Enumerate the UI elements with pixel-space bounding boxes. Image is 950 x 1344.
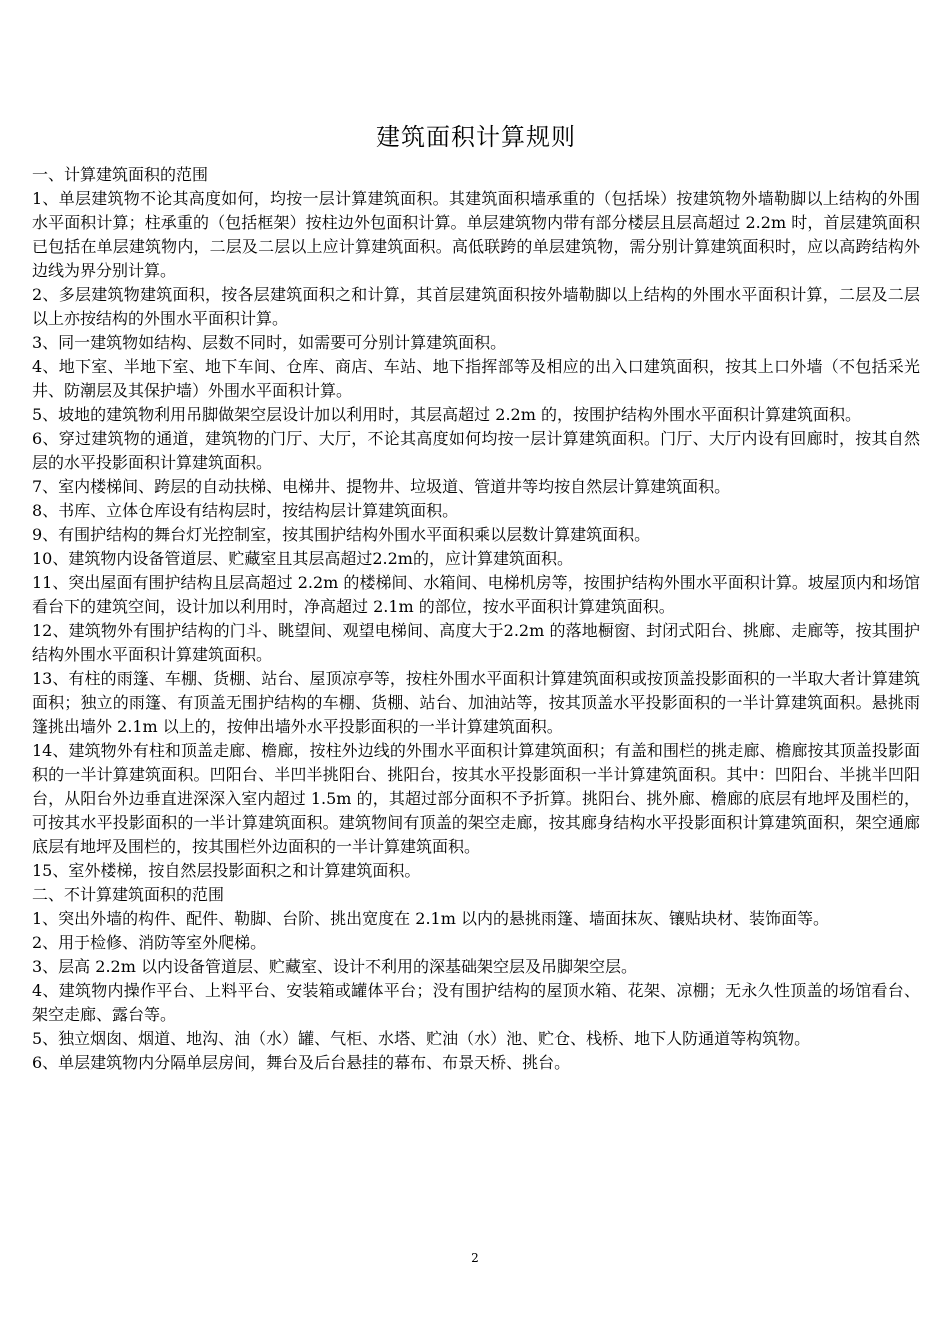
document-page [32, 0, 920, 1075]
paragraph: 1、突出外墙的构件、配件、勒脚、台阶、挑出宽度在 2.1m 以内的悬挑雨篷、墙面抹灰、镶贴块材、装饰面等。 [32, 909, 829, 928]
paragraph: 13、有柱的雨篷、车棚、货棚、站台、屋顶凉亭等，按柱外围水平面积计算建筑面积或按顶盖投影面积的一半取大者计算建筑面积；独立的雨篷、有顶盖无围护结构的车棚、货棚、站台、加油站等，按其顶盖水平投影面积的一半计算建筑面积。悬挑雨篷挑出墙外 2.1m 以上的，按伸出墙外水平投影面积的一半计算建筑面积。 [32, 669, 920, 736]
paragraph: 6、穿过建筑物的通道，建筑物的门厅、大厅，不论其高度如何均按一层计算建筑面积。门厅、大厅内设有回廊时，按其自然层的水平投影面积计算建筑面积。 [32, 429, 920, 472]
section-heading-2: 二、不计算建筑面积的范围 [32, 885, 225, 904]
paragraph: 2、用于检修、消防等室外爬梯。 [32, 933, 267, 952]
document-title: 建筑面积计算规则 [376, 123, 576, 151]
paragraph: 6、单层建筑物内分隔单层房间，舞台及后台悬挂的幕布、布景天桥、挑台。 [32, 1053, 571, 1072]
paragraph: 10、建筑物内设备管道层、贮藏室且其层高超过2.2m的，应计算建筑面积。 [32, 549, 573, 568]
paragraph: 1、单层建筑物不论其高度如何，均按一层计算建筑面积。其建筑面积墙承重的（包括垛）按建筑物外墙勒脚以上结构的外围水平面积计算；柱承重的（包括框架）按柱边外包面积计算。单层建筑物内带有部分楼层且层高超过 2.2m 时，首层建筑面积已包括在单层建筑物内，二层及二层以上应计算建筑面积。高低联跨的单层建筑物，需分别计算建筑面积时，应以高跨结构外边线为界分别计算。 [32, 189, 920, 280]
paragraph: 11、突出屋面有围护结构且层高超过 2.2m 的楼梯间、水箱间、电梯机房等，按围护结构外围水平面积计算。坡屋顶内和场馆看台下的建筑空间，设计加以利用时，净高超过 2.1m 的部位，按水平面积计算建筑面积。 [32, 573, 920, 616]
paragraph: 2、多层建筑物建筑面积，按各层建筑面积之和计算，其首层建筑面积按外墙勒脚以上结构的外围水平面积计算，二层及二层以上亦按结构的外围水平面积计算。 [32, 285, 920, 328]
paragraph: 15、室外楼梯，按自然层投影面积之和计算建筑面积。 [32, 861, 421, 880]
page-number: 2 [471, 1251, 479, 1265]
paragraph: 8、书库、立体仓库设有结构层时，按结构层计算建筑面积。 [32, 501, 459, 520]
paragraph: 3、同一建筑物如结构、层数不同时，如需要可分别计算建筑面积。 [32, 333, 507, 352]
paragraph: 9、有围护结构的舞台灯光控制室，按其围护结构外围水平面积乘以层数计算建筑面积。 [32, 525, 651, 544]
paragraph: 4、地下室、半地下室、地下车间、仓库、商店、车站、地下指挥部等及相应的出入口建筑面积，按其上口外墙（不包括采光井、防潮层及其保护墙）外围水平面积计算。 [32, 357, 920, 400]
paragraph: 7、室内楼梯间、跨层的自动扶梯、电梯井、提物井、垃圾道、管道井等均按自然层计算建筑面积。 [32, 477, 731, 496]
paragraph: 4、建筑物内操作平台、上料平台、安装箱或罐体平台；没有围护结构的屋顶水箱、花架、凉棚；无永久性顶盖的场馆看台、架空走廊、露台等。 [32, 981, 920, 1024]
section-heading-1: 一、计算建筑面积的范围 [32, 165, 209, 184]
paragraph: 3、层高 2.2m 以内设备管道层、贮藏室、设计不利用的深基础架空层及吊脚架空层。 [32, 957, 637, 976]
paragraph: 5、独立烟囱、烟道、地沟、油（水）罐、气柜、水塔、贮油（水）池、贮仓、栈桥、地下人防通道等构筑物。 [32, 1029, 811, 1048]
paragraph: 12、建筑物外有围护结构的门斗、眺望间、观望电梯间、高度大于2.2m 的落地橱窗、封闭式阳台、挑廊、走廊等，按其围护结构外围水平面积计算建筑面积。 [32, 621, 920, 664]
paragraph: 5、坡地的建筑物利用吊脚做架空层设计加以利用时，其层高超过 2.2m 的，按围护结构外围水平面积计算建筑面积。 [32, 405, 861, 424]
paragraph: 14、建筑物外有柱和顶盖走廊、檐廊，按柱外边线的外围水平面积计算建筑面积；有盖和围栏的挑走廊、檐廊按其顶盖投影面积的一半计算建筑面积。凹阳台、半凹半挑阳台、挑阳台，按其水平投影面积一半计算建筑面积。其中：凹阳台、半挑半凹阳台，从阳台外边垂直进深深入室内超过 1.5m 的，其超过部分面积不予折算。挑阳台、挑外廊、檐廊的底层有地坪及围栏的，可按其水平投影面积的一半计算建筑面积。建筑物间有顶盖的架空走廊，按其廊身结构水平投影面积计算建筑面积，架空通廊底层有地坪及围栏的，按其围栏外边面积的一半计算建筑面积。 [32, 741, 920, 856]
